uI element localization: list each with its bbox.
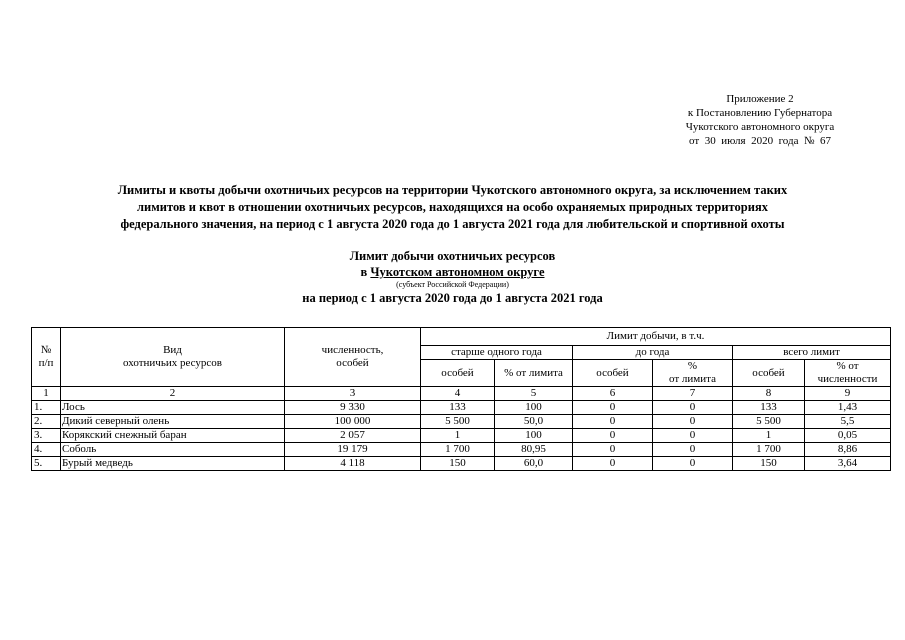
population-cell: 4 118 <box>285 457 421 471</box>
column-number: 3 <box>285 387 421 401</box>
table-row <box>32 443 891 457</box>
subtitle-region-line <box>120 264 785 280</box>
older-count-cell: 150 <box>421 457 495 471</box>
document-title <box>20 182 885 233</box>
row-number: 4. <box>32 443 61 457</box>
appendix-line: Чукотского автономного округа <box>685 121 835 133</box>
col-header-total-pct: % от численности <box>805 360 891 387</box>
under-pct-cell: 0 <box>653 429 733 443</box>
column-number-row <box>32 387 891 401</box>
species-name: Корякский снежный баран <box>61 429 285 443</box>
col-header-older-pct: % от лимита <box>495 360 573 387</box>
column-number: 5 <box>495 387 573 401</box>
col-header-num: № п/п <box>32 328 61 387</box>
col-header-total-count: особей <box>733 360 805 387</box>
appendix-line: к Постановлению Губернатора <box>687 107 833 119</box>
row-number: 3. <box>32 429 61 443</box>
total-pct-cell: 0,05 <box>805 429 891 443</box>
total-pct-cell: 8,86 <box>805 443 891 457</box>
population-cell: 9 330 <box>285 401 421 415</box>
total-count-cell: 5 500 <box>733 415 805 429</box>
row-number: 1. <box>32 401 61 415</box>
period-line: на период с 1 августа 2020 года до 1 августа 2021 года <box>302 291 603 305</box>
row-number: 5. <box>32 457 61 471</box>
species-name: Бурый медведь <box>61 457 285 471</box>
total-pct-cell: 5,5 <box>805 415 891 429</box>
header-row <box>32 328 891 346</box>
title-line: Лимиты и квоты добычи охотничьих ресурсов на территории Чукотского автономного округа, за исключением таких <box>117 183 788 197</box>
column-number: 7 <box>653 387 733 401</box>
under-count-cell: 0 <box>573 457 653 471</box>
col-header-limit-group: Лимит добычи, в т.ч. <box>421 328 891 346</box>
older-count-cell: 1 700 <box>421 443 495 457</box>
col-header-species: Вид охотничьих ресурсов <box>61 328 285 387</box>
total-count-cell: 1 <box>733 429 805 443</box>
col-header-under-pct: % от лимита <box>653 360 733 387</box>
under-pct-cell: 0 <box>653 457 733 471</box>
older-pct-cell: 50,0 <box>495 415 573 429</box>
older-pct-cell: 60,0 <box>495 457 573 471</box>
population-cell: 19 179 <box>285 443 421 457</box>
table-row <box>32 415 891 429</box>
older-count-cell: 1 <box>421 429 495 443</box>
column-number: 9 <box>805 387 891 401</box>
total-pct-cell: 1,43 <box>805 401 891 415</box>
population-cell: 2 057 <box>285 429 421 443</box>
column-number: 2 <box>61 387 285 401</box>
col-header-older: старше одного года <box>421 346 573 360</box>
col-header-under-count: особей <box>573 360 653 387</box>
row-number: 2. <box>32 415 61 429</box>
col-header-under: до года <box>573 346 733 360</box>
older-pct-cell: 100 <box>495 429 573 443</box>
region-name: Чукотском автономном округе <box>370 265 545 279</box>
population-cell: 100 000 <box>285 415 421 429</box>
col-header-total: всего лимит <box>733 346 891 360</box>
column-number: 1 <box>32 387 61 401</box>
table-row <box>32 401 891 415</box>
total-count-cell: 133 <box>733 401 805 415</box>
under-pct-cell: 0 <box>653 401 733 415</box>
species-name: Соболь <box>61 443 285 457</box>
under-count-cell: 0 <box>573 443 653 457</box>
total-count-cell: 150 <box>733 457 805 471</box>
appendix-line: от 30 июля 2020 года № 67 <box>689 135 831 147</box>
under-count-cell: 0 <box>573 401 653 415</box>
total-count-cell: 1 700 <box>733 443 805 457</box>
subtitle-prefix: в <box>360 265 371 279</box>
appendix-line: Приложение 2 <box>726 93 794 105</box>
older-count-cell: 133 <box>421 401 495 415</box>
column-number: 6 <box>573 387 653 401</box>
limits-table <box>31 327 891 471</box>
column-number: 8 <box>733 387 805 401</box>
under-count-cell: 0 <box>573 415 653 429</box>
species-name: Лось <box>61 401 285 415</box>
region-note: (субъект Российской Федерации) <box>396 280 509 289</box>
under-count-cell: 0 <box>573 429 653 443</box>
table-row <box>32 429 891 443</box>
title-line: лимитов и квот в отношении охотничьих ресурсов, находящихся на особо охраняемых природных территориях <box>137 200 768 214</box>
species-name: Дикий северный олень <box>61 415 285 429</box>
total-pct-cell: 3,64 <box>805 457 891 471</box>
under-pct-cell: 0 <box>653 415 733 429</box>
appendix-header <box>620 92 900 148</box>
older-count-cell: 5 500 <box>421 415 495 429</box>
older-pct-cell: 100 <box>495 401 573 415</box>
col-header-older-count: особей <box>421 360 495 387</box>
title-line: федерального значения, на период с 1 августа 2020 года до 1 августа 2021 года для любительской и спортивной охоты <box>120 217 785 231</box>
table-row <box>32 457 891 471</box>
column-number: 4 <box>421 387 495 401</box>
col-header-population: численность, особей <box>285 328 421 387</box>
table-subtitle <box>120 248 785 307</box>
under-pct-cell: 0 <box>653 443 733 457</box>
subtitle-line: Лимит добычи охотничьих ресурсов <box>349 249 556 263</box>
older-pct-cell: 80,95 <box>495 443 573 457</box>
